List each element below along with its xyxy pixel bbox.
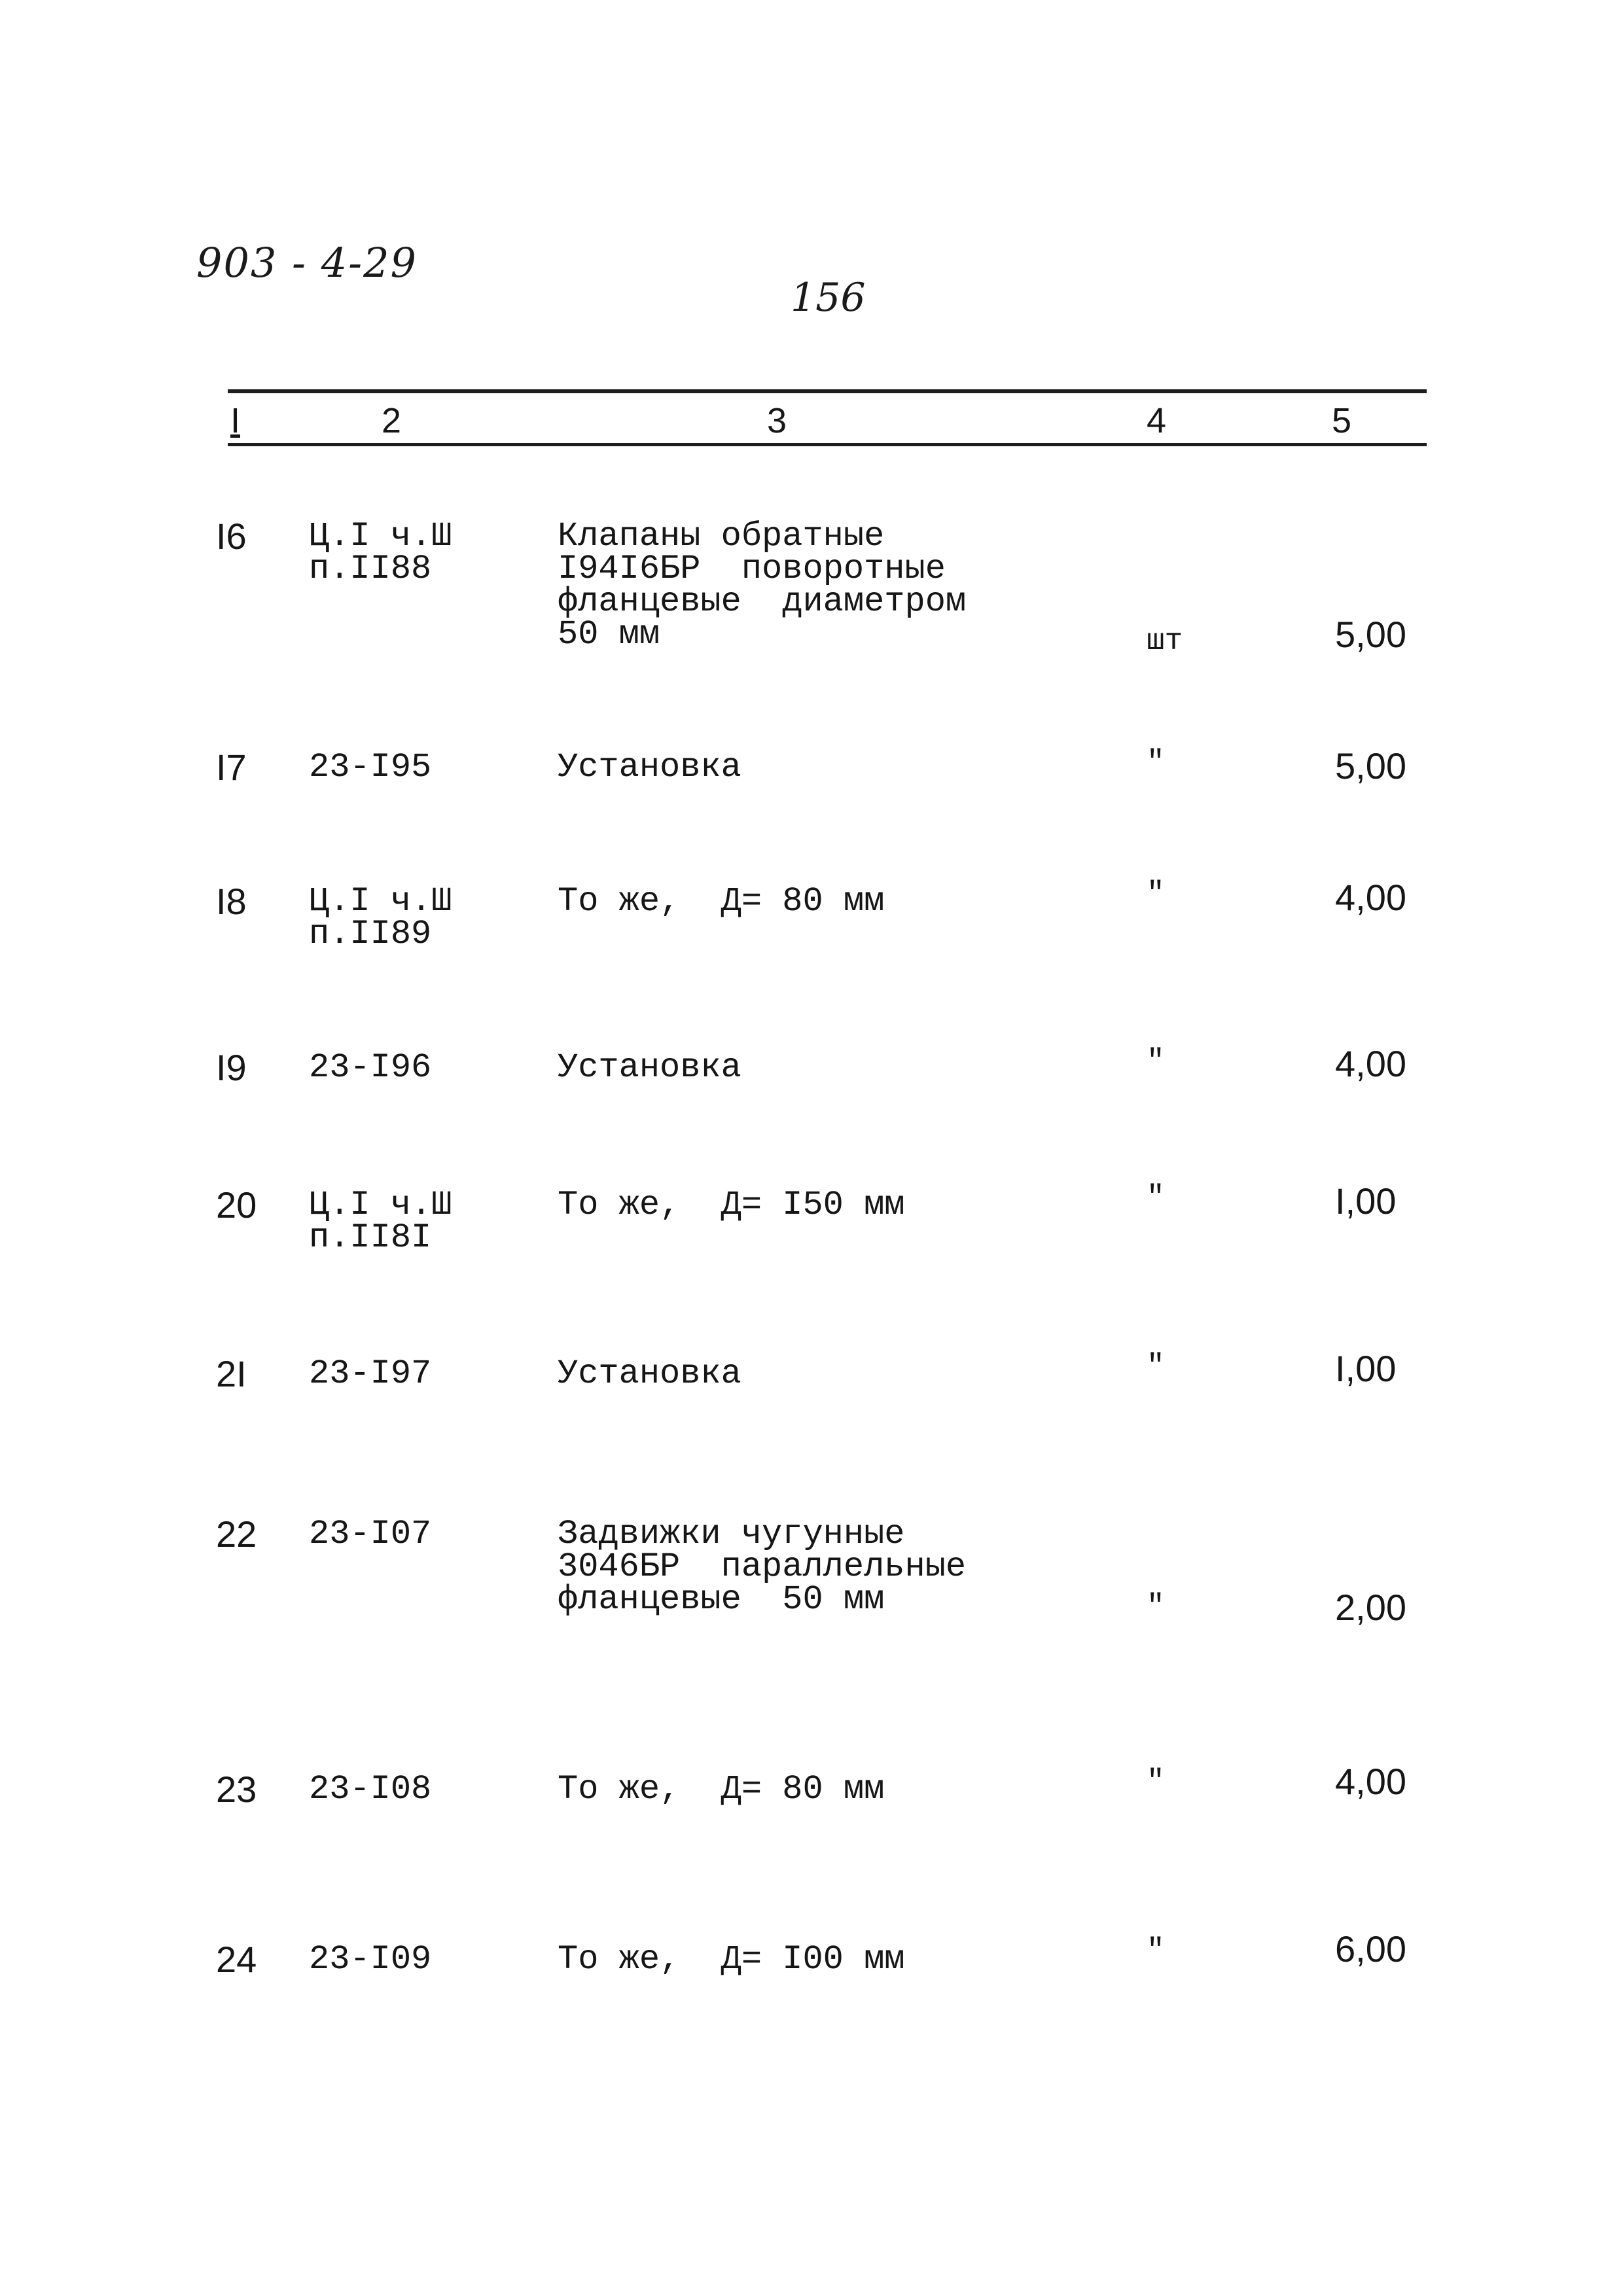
column-header-1: I	[230, 401, 241, 440]
row-description: То же, Д= I50 мм	[558, 1186, 905, 1224]
column-header-5: 5	[1332, 401, 1352, 440]
row-description: То же, Д= 80 мм	[558, 882, 885, 921]
row-number: I8	[216, 881, 247, 922]
column-header-3: 3	[767, 401, 787, 440]
row-reference: 23-I08	[309, 1770, 432, 1809]
row-unit: "	[1147, 745, 1165, 779]
row-quantity: 2,00	[1335, 1587, 1406, 1628]
row-number: 24	[216, 1939, 257, 1980]
row-number: I6	[216, 516, 247, 557]
row-number: 2I	[216, 1353, 247, 1394]
row-unit: "	[1147, 877, 1165, 911]
row-unit: "	[1147, 1349, 1165, 1383]
row-unit: "	[1147, 1765, 1165, 1799]
column-header-2: 2	[382, 401, 402, 440]
row-quantity: 5,00	[1335, 614, 1406, 655]
row-quantity: 6,00	[1335, 1928, 1406, 1969]
row-quantity: 4,00	[1335, 1043, 1406, 1084]
row-number: 22	[216, 1513, 257, 1555]
row-unit: "	[1147, 1589, 1165, 1623]
row-quantity: I,00	[1335, 1348, 1397, 1389]
row-description: Клапаны обратные I94I6БР поворотные фланцевые диаметром 50 мм	[558, 517, 967, 654]
row-quantity: 5,00	[1335, 745, 1406, 786]
row-unit: "	[1147, 1044, 1165, 1078]
row-unit: "	[1147, 1934, 1165, 1968]
table-header-rule	[228, 443, 1427, 446]
row-unit: "	[1147, 1180, 1165, 1214]
row-quantity: 4,00	[1335, 1761, 1406, 1802]
row-reference: Ц.I ч.Ш п.II89	[309, 882, 452, 953]
row-unit: шт	[1147, 624, 1183, 658]
row-description: Установка	[558, 1048, 741, 1087]
row-number: 20	[216, 1184, 257, 1226]
row-description: Задвижки чугунные 3046БР параллельные фланцевые 50 мм	[558, 1515, 967, 1619]
row-reference: 23-I96	[309, 1048, 432, 1087]
row-reference: 23-I09	[309, 1940, 432, 1979]
row-description: То же, Д= 80 мм	[558, 1770, 885, 1809]
row-number: 23	[216, 1769, 257, 1810]
column-header-4: 4	[1147, 401, 1167, 440]
row-reference: Ц.I ч.Ш п.II88	[309, 517, 452, 588]
table-top-rule	[228, 389, 1427, 393]
doc-code: 903 - 4-29	[196, 239, 418, 287]
row-description: То же, Д= I00 мм	[558, 1940, 905, 1979]
row-reference: 23-I95	[309, 748, 432, 786]
page-number: 156	[791, 275, 866, 321]
row-description: Установка	[558, 1354, 741, 1393]
row-description: Установка	[558, 748, 741, 786]
row-reference: 23-I07	[309, 1515, 432, 1553]
row-reference: 23-I97	[309, 1354, 432, 1393]
row-reference: Ц.I ч.Ш п.II8I	[309, 1186, 452, 1257]
row-number: I9	[216, 1047, 247, 1088]
row-number: I7	[216, 747, 247, 788]
row-quantity: 4,00	[1335, 877, 1406, 918]
row-quantity: I,00	[1335, 1180, 1397, 1222]
